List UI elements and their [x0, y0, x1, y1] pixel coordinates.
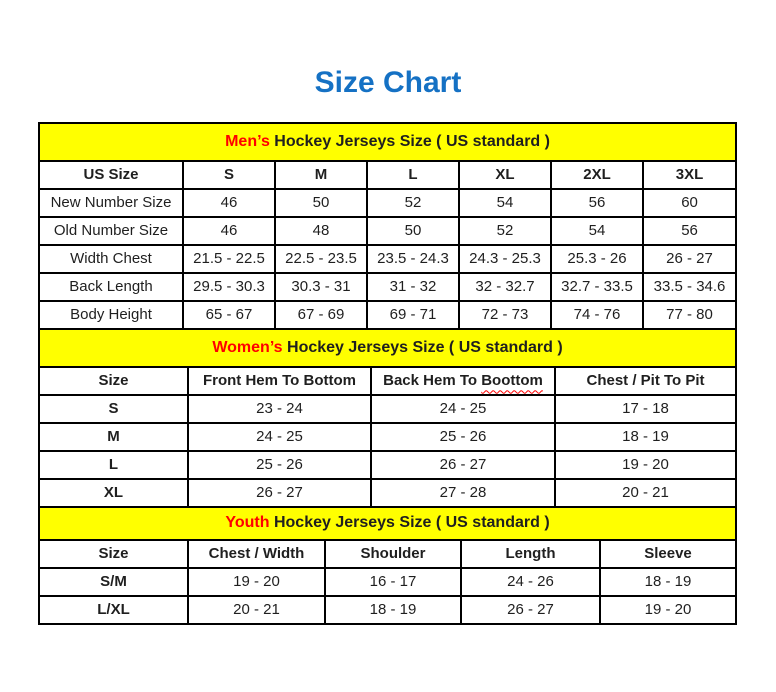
- table-cell: 16 - 17: [325, 568, 461, 596]
- table-cell: 32 - 32.7: [459, 273, 551, 301]
- table-cell: 24 - 25: [371, 395, 555, 423]
- table-cell: 65 - 67: [183, 301, 275, 329]
- column-header: 2XL: [551, 161, 643, 189]
- table-cell: 29.5 - 30.3: [183, 273, 275, 301]
- row-label: L: [39, 451, 188, 479]
- mens-section-header: [39, 123, 736, 161]
- size-tables: [38, 122, 735, 625]
- table-row: [39, 189, 736, 217]
- table-row: [39, 451, 736, 479]
- row-label: Width Chest: [39, 245, 183, 273]
- row-label: S: [39, 395, 188, 423]
- table-cell: 26 - 27: [371, 451, 555, 479]
- table-cell: 56: [643, 217, 736, 245]
- youth-accent-word: Youth: [225, 514, 270, 532]
- table-cell: 54: [459, 189, 551, 217]
- womens-section-title: [39, 329, 736, 367]
- table-cell: 18 - 19: [600, 568, 736, 596]
- row-label: Body Height: [39, 301, 183, 329]
- table-row: [39, 568, 736, 596]
- row-label: Old Number Size: [39, 217, 183, 245]
- table-cell: 23.5 - 24.3: [367, 245, 459, 273]
- table-cell: 26 - 27: [461, 596, 600, 624]
- column-header: Chest / Pit To Pit: [555, 367, 736, 395]
- womens-accent-word: Women’s: [212, 338, 283, 356]
- column-header: S: [183, 161, 275, 189]
- table-cell: 46: [183, 217, 275, 245]
- table-cell: 24 - 26: [461, 568, 600, 596]
- table-cell: 69 - 71: [367, 301, 459, 329]
- table-cell: 19 - 20: [600, 596, 736, 624]
- table-cell: 52: [367, 189, 459, 217]
- back-hem-label: Back Hem To: [383, 372, 478, 390]
- misspelled-word: Boottom: [481, 372, 543, 390]
- table-row: [39, 273, 736, 301]
- table-cell: 32.7 - 33.5: [551, 273, 643, 301]
- mens-accent-word: Men’s: [225, 132, 270, 150]
- table-cell: 20 - 21: [188, 596, 325, 624]
- column-header: [371, 367, 555, 395]
- row-label: S/M: [39, 568, 188, 596]
- column-header: Sleeve: [600, 540, 736, 568]
- womens-column-header-row: [39, 367, 736, 395]
- row-label: L/XL: [39, 596, 188, 624]
- table-cell: 21.5 - 22.5: [183, 245, 275, 273]
- table-cell: 27 - 28: [371, 479, 555, 507]
- youth-section-title: [39, 507, 736, 540]
- column-header: 3XL: [643, 161, 736, 189]
- table-cell: 25 - 26: [371, 423, 555, 451]
- column-header: XL: [459, 161, 551, 189]
- table-cell: 20 - 21: [555, 479, 736, 507]
- mens-column-header-row: [39, 161, 736, 189]
- womens-size-table: [38, 328, 737, 508]
- table-cell: 72 - 73: [459, 301, 551, 329]
- table-cell: 33.5 - 34.6: [643, 273, 736, 301]
- youth-size-table: [38, 506, 737, 625]
- table-cell: 31 - 32: [367, 273, 459, 301]
- table-row: [39, 479, 736, 507]
- mens-section-title: [39, 123, 736, 161]
- table-cell: 25.3 - 26: [551, 245, 643, 273]
- column-header: US Size: [39, 161, 183, 189]
- table-cell: 17 - 18: [555, 395, 736, 423]
- table-row: [39, 596, 736, 624]
- table-cell: 77 - 80: [643, 301, 736, 329]
- table-row: [39, 217, 736, 245]
- table-cell: 18 - 19: [325, 596, 461, 624]
- column-header: Front Hem To Bottom: [188, 367, 371, 395]
- table-cell: 25 - 26: [188, 451, 371, 479]
- table-cell: 52: [459, 217, 551, 245]
- table-cell: 54: [551, 217, 643, 245]
- womens-title-rest: Hockey Jerseys Size ( US standard ): [282, 338, 563, 356]
- table-cell: 24.3 - 25.3: [459, 245, 551, 273]
- table-cell: 50: [367, 217, 459, 245]
- table-cell: 26 - 27: [188, 479, 371, 507]
- column-header: Size: [39, 367, 188, 395]
- womens-section-header: [39, 329, 736, 367]
- table-cell: 60: [643, 189, 736, 217]
- youth-section-header: [39, 507, 736, 540]
- column-header: Size: [39, 540, 188, 568]
- table-cell: 56: [551, 189, 643, 217]
- column-header: M: [275, 161, 367, 189]
- table-cell: 23 - 24: [188, 395, 371, 423]
- row-label: M: [39, 423, 188, 451]
- row-label: XL: [39, 479, 188, 507]
- table-cell: 26 - 27: [643, 245, 736, 273]
- table-row: [39, 423, 736, 451]
- table-cell: 74 - 76: [551, 301, 643, 329]
- mens-size-table: [38, 122, 737, 330]
- table-cell: 24 - 25: [188, 423, 371, 451]
- table-cell: 67 - 69: [275, 301, 367, 329]
- table-cell: 50: [275, 189, 367, 217]
- table-cell: 30.3 - 31: [275, 273, 367, 301]
- table-row: [39, 245, 736, 273]
- column-header: Shoulder: [325, 540, 461, 568]
- table-row: [39, 395, 736, 423]
- column-header: L: [367, 161, 459, 189]
- row-label: New Number Size: [39, 189, 183, 217]
- table-cell: 19 - 20: [555, 451, 736, 479]
- table-cell: 46: [183, 189, 275, 217]
- row-label: Back Length: [39, 273, 183, 301]
- youth-column-header-row: [39, 540, 736, 568]
- table-cell: 22.5 - 23.5: [275, 245, 367, 273]
- mens-title-rest: Hockey Jerseys Size ( US standard ): [269, 132, 550, 150]
- youth-title-rest: Hockey Jerseys Size ( US standard ): [269, 514, 550, 532]
- page-title: Size Chart: [314, 66, 462, 99]
- table-cell: 48: [275, 217, 367, 245]
- table-cell: 19 - 20: [188, 568, 325, 596]
- column-header: Chest / Width: [188, 540, 325, 568]
- table-cell: 18 - 19: [555, 423, 736, 451]
- column-header: Length: [461, 540, 600, 568]
- table-row: [39, 301, 736, 329]
